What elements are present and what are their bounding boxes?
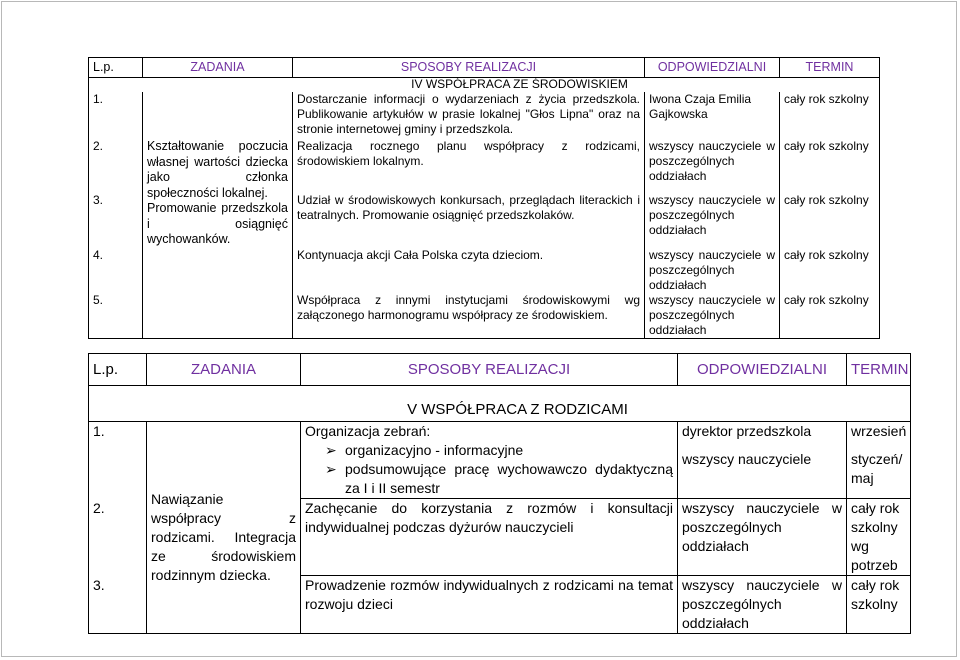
row-sposoby: Zachęcanie do korzystania z rozmów i konsultacji indywidualnej podczas dyżurów nauczycieli <box>301 499 678 576</box>
row-sposoby-intro: Organizacja zebrań: <box>305 423 431 439</box>
row-sposoby: Udział w środowiskowych konkursach, przeglądach literackich i teatralnych. Promowanie osiągnięć przedszkolaków. <box>293 193 645 247</box>
header-lp: L.p. <box>89 58 143 78</box>
row-odp-2: wszyscy nauczyciele <box>682 451 812 467</box>
table-row <box>89 422 911 499</box>
row-number: 2. <box>89 139 143 193</box>
table-header-row <box>89 354 911 386</box>
header-termin: TERMIN <box>847 354 911 386</box>
row-number: 5. <box>89 293 143 339</box>
table-header-row <box>89 58 880 78</box>
header-termin: TERMIN <box>780 58 880 78</box>
header-lp: L.p. <box>89 354 147 386</box>
bullet-list <box>305 441 673 498</box>
task-text: Kształtowanie poczucia własnej wartości dziecka jako członka społeczności lokalnej. <box>147 139 288 200</box>
row-number: 1. <box>89 422 147 499</box>
row-odpowiedzialni <box>678 422 847 499</box>
row-sposoby: Prowadzenie rozmów indywidualnych z rodzicami na temat rozwoju dzieci <box>301 576 678 634</box>
list-item: ➢ podsumowujące pracę wychowawczo dydaktyczną za I i II semestr <box>325 461 673 496</box>
row-number: 1. <box>89 92 143 139</box>
row-termin: cały rok szkolny <box>780 92 880 139</box>
row-sposoby: Dostarczanie informacji o wydarzeniach z życia przedszkola. Publikowanie artykułów w prasie lokalnej "Głos Lipna" oraz na stronie internetowej gminy i przedszkola. <box>293 92 645 139</box>
row-termin <box>847 422 911 499</box>
row-sposoby: Współpraca z innymi instytucjami środowiskowymi wg załączonego harmonogramu współpracy ze środowiskiem. <box>293 293 645 339</box>
section-title-row <box>89 386 911 422</box>
arrow-bullet-icon: ➢ <box>325 442 337 458</box>
row-odpowiedzialni: wszyscy nauczyciele w poszczególnych oddziałach <box>645 139 780 193</box>
section-title: V WSPÓŁPRACA Z RODZICAMI <box>89 386 911 422</box>
task-cell <box>147 422 301 634</box>
task-text-2: Promowanie przedszkola i osiągnięć wychowanków. <box>147 201 288 246</box>
table-row <box>89 92 880 139</box>
row-number: 4. <box>89 248 143 293</box>
row-odpowiedzialni: wszyscy nauczyciele w poszczególnych oddziałach <box>645 248 780 293</box>
row-termin: cały rok szkolny <box>847 576 911 634</box>
plan-table-v <box>88 353 911 634</box>
header-zadania: ZADANIA <box>143 58 293 78</box>
header-zadania: ZADANIA <box>147 354 301 386</box>
table-row <box>89 293 880 339</box>
row-termin-1: wrzesień <box>851 423 907 439</box>
row-sposoby: Realizacja rocznego planu współpracy z rodzicami, środowiskiem lokalnym. <box>293 139 645 193</box>
row-termin: cały rok szkolny <box>780 248 880 293</box>
header-odpowiedzialni: ODPOWIEDZIALNI <box>678 354 847 386</box>
row-number: 3. <box>89 193 143 247</box>
list-item: ➢ organizacyjno - informacyjne <box>325 442 524 458</box>
row-odpowiedzialni: wszyscy nauczyciele w poszczególnych oddziałach <box>678 576 847 634</box>
row-termin: cały rok szkolny <box>780 293 880 339</box>
row-odpowiedzialni: Iwona Czaja Emilia Gajkowska <box>645 92 780 139</box>
row-odpowiedzialni: wszyscy nauczyciele w poszczególnych oddziałach <box>645 293 780 339</box>
row-termin: cały rok szkolny <box>780 139 880 193</box>
header-odpowiedzialni: ODPOWIEDZIALNI <box>645 58 780 78</box>
task-cell <box>143 139 293 248</box>
row-odpowiedzialni: wszyscy nauczyciele w poszczególnych oddziałach <box>645 193 780 247</box>
row-number: 3. <box>89 576 147 634</box>
arrow-bullet-icon: ➢ <box>325 461 337 477</box>
row-sposoby <box>301 422 678 499</box>
row-termin: cały rok szkolny wg potrzeb <box>847 499 911 576</box>
table-row <box>89 139 880 193</box>
row-odp-1: dyrektor przedszkola <box>682 423 812 439</box>
row-termin-2: styczeń/ maj <box>851 451 903 486</box>
row-number: 2. <box>89 499 147 576</box>
table-row <box>89 248 880 293</box>
section-title-row <box>89 78 880 93</box>
row-termin: cały rok szkolny <box>780 193 880 247</box>
header-sposoby: SPOSOBY REALIZACJI <box>293 58 645 78</box>
row-sposoby <box>293 248 645 293</box>
section-title: IV WSPÓŁPRACA ZE ŚRODOWISKIEM <box>89 78 880 93</box>
plan-table-iv <box>88 57 880 339</box>
row-sposoby-text: Kontynuacja akcji Cała Polska czyta dzieciom. <box>297 247 544 262</box>
header-sposoby: SPOSOBY REALIZACJI <box>301 354 678 386</box>
task-text: Nawiązanie współpracy z rodzicami. Integracja ze środowiskiem rodzinnym dziecka. <box>151 491 296 583</box>
row-odpowiedzialni: wszyscy nauczyciele w poszczególnych oddziałach <box>678 499 847 576</box>
